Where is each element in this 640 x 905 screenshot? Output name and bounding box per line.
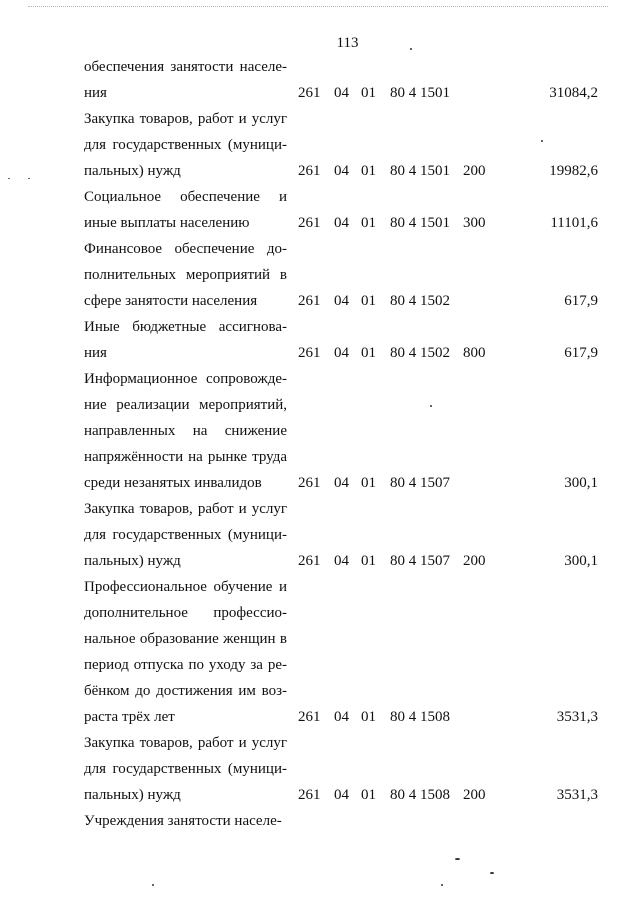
admin-code: 261 [298,163,321,179]
scan-speck [455,858,460,860]
target-article-code: 80 4 1501 [390,215,450,231]
row-description: ния [84,85,107,101]
row-description: направленных на снижение [84,423,287,439]
subsection-code: 01 [361,475,376,491]
expense-type-code: 200 [463,553,486,569]
row-description: раста трёх лет [84,709,175,725]
amount-value: 617,9 [564,293,598,309]
amount-value: 3531,3 [556,787,598,803]
section-code: 04 [334,475,349,491]
row-description: ния [84,345,107,361]
table-row-line [0,135,640,155]
subsection-code: 01 [361,293,376,309]
table-row-line [0,213,640,233]
table-row-line [0,629,640,649]
target-article-code: 80 4 1501 [390,85,450,101]
table-row-line [0,655,640,675]
table-row-line [0,473,640,493]
amount-value: 300,1 [564,475,598,491]
row-description: Профессиональное обучение и [84,579,287,595]
table-row-line [0,395,640,415]
row-description: полнительных мероприятий в [84,267,287,283]
subsection-code: 01 [361,787,376,803]
target-article-code: 80 4 1507 [390,475,450,491]
table-row-line [0,57,640,77]
table-row-line [0,733,640,753]
table-row-line [0,161,640,181]
subsection-code: 01 [361,215,376,231]
amount-value: 3531,3 [556,709,598,725]
table-row-line [0,551,640,571]
row-description: для государственных (муници- [84,137,287,153]
subsection-code: 01 [361,85,376,101]
expense-type-code: 800 [463,345,486,361]
row-description: обеспечения занятости населе- [84,59,287,75]
expense-type-code: 300 [463,215,486,231]
target-article-code: 80 4 1501 [390,163,450,179]
row-description: пальных) нужд [84,787,181,803]
row-description: бёнком до достижения им воз- [84,683,287,699]
table-row-line [0,447,640,467]
row-description: для государственных (муници- [84,527,287,543]
section-code: 04 [334,345,349,361]
row-description: пальных) нужд [84,553,181,569]
row-description: среди незанятых инвалидов [84,475,262,491]
amount-value: 11101,6 [550,215,598,231]
row-description: дополнительное профессио- [84,605,287,621]
row-description: Закупка товаров, работ и услуг [84,501,287,517]
target-article-code: 80 4 1508 [390,787,450,803]
table-row-line [0,785,640,805]
table-row-line [0,577,640,597]
row-description: Социальное обеспечение и [84,189,287,205]
table-row-line [0,187,640,207]
row-description: напряжённости на рынке труда [84,449,287,465]
row-description: иные выплаты населению [84,215,250,231]
table-row-line [0,499,640,519]
page-number: 113 [336,35,359,51]
subsection-code: 01 [361,709,376,725]
table-row-line [0,265,640,285]
section-code: 04 [334,85,349,101]
subsection-code: 01 [361,553,376,569]
amount-value: 300,1 [564,553,598,569]
target-article-code: 80 4 1508 [390,709,450,725]
scan-speck [541,140,543,142]
section-code: 04 [334,787,349,803]
admin-code: 261 [298,293,321,309]
table-row-line [0,369,640,389]
subsection-code: 01 [361,163,376,179]
admin-code: 261 [298,787,321,803]
table-row-line [0,343,640,363]
scan-speck [410,48,412,50]
row-description: период отпуска по уходу за ре- [84,657,287,673]
subsection-code: 01 [361,345,376,361]
row-description: Закупка товаров, работ и услуг [84,735,287,751]
table-row-line [0,525,640,545]
target-article-code: 80 4 1502 [390,345,450,361]
scan-speck [441,884,443,886]
section-code: 04 [334,709,349,725]
table-row-line [0,83,640,103]
table-row-line [0,239,640,259]
table-row-line [0,707,640,727]
row-description: нальное образование женщин в [84,631,287,647]
admin-code: 261 [298,215,321,231]
row-description: Учреждения занятости населе- [84,813,282,829]
scan-edge-marks [28,6,608,11]
row-description: Информационное сопровожде- [84,371,287,387]
row-description: Закупка товаров, работ и услуг [84,111,287,127]
row-description: Финансовое обеспечение до- [84,241,287,257]
table-row-line [0,109,640,129]
admin-code: 261 [298,709,321,725]
admin-code: 261 [298,345,321,361]
section-code: 04 [334,163,349,179]
scan-speck [490,872,494,874]
amount-value: 31084,2 [549,85,598,101]
table-row-line [0,603,640,623]
section-code: 04 [334,553,349,569]
table-row-line [0,291,640,311]
amount-value: 617,9 [564,345,598,361]
table-row-line [0,421,640,441]
target-article-code: 80 4 1507 [390,553,450,569]
admin-code: 261 [298,85,321,101]
table-row-line [0,317,640,337]
section-code: 04 [334,293,349,309]
expense-type-code: 200 [463,787,486,803]
row-description: ние реализации мероприятий, [84,397,287,413]
target-article-code: 80 4 1502 [390,293,450,309]
table-row-line [0,681,640,701]
amount-value: 19982,6 [549,163,598,179]
row-description: для государственных (муници- [84,761,287,777]
row-description: сфере занятости населения [84,293,258,309]
admin-code: 261 [298,553,321,569]
section-code: 04 [334,215,349,231]
scan-speck [8,178,10,179]
expense-type-code: 200 [463,163,486,179]
scan-speck [430,405,432,407]
admin-code: 261 [298,475,321,491]
scan-speck [28,178,30,179]
row-description: пальных) нужд [84,163,181,179]
table-row-line [0,811,640,831]
table-row-line [0,759,640,779]
row-description: Иные бюджетные ассигнова- [84,319,287,335]
scan-speck [152,884,154,886]
